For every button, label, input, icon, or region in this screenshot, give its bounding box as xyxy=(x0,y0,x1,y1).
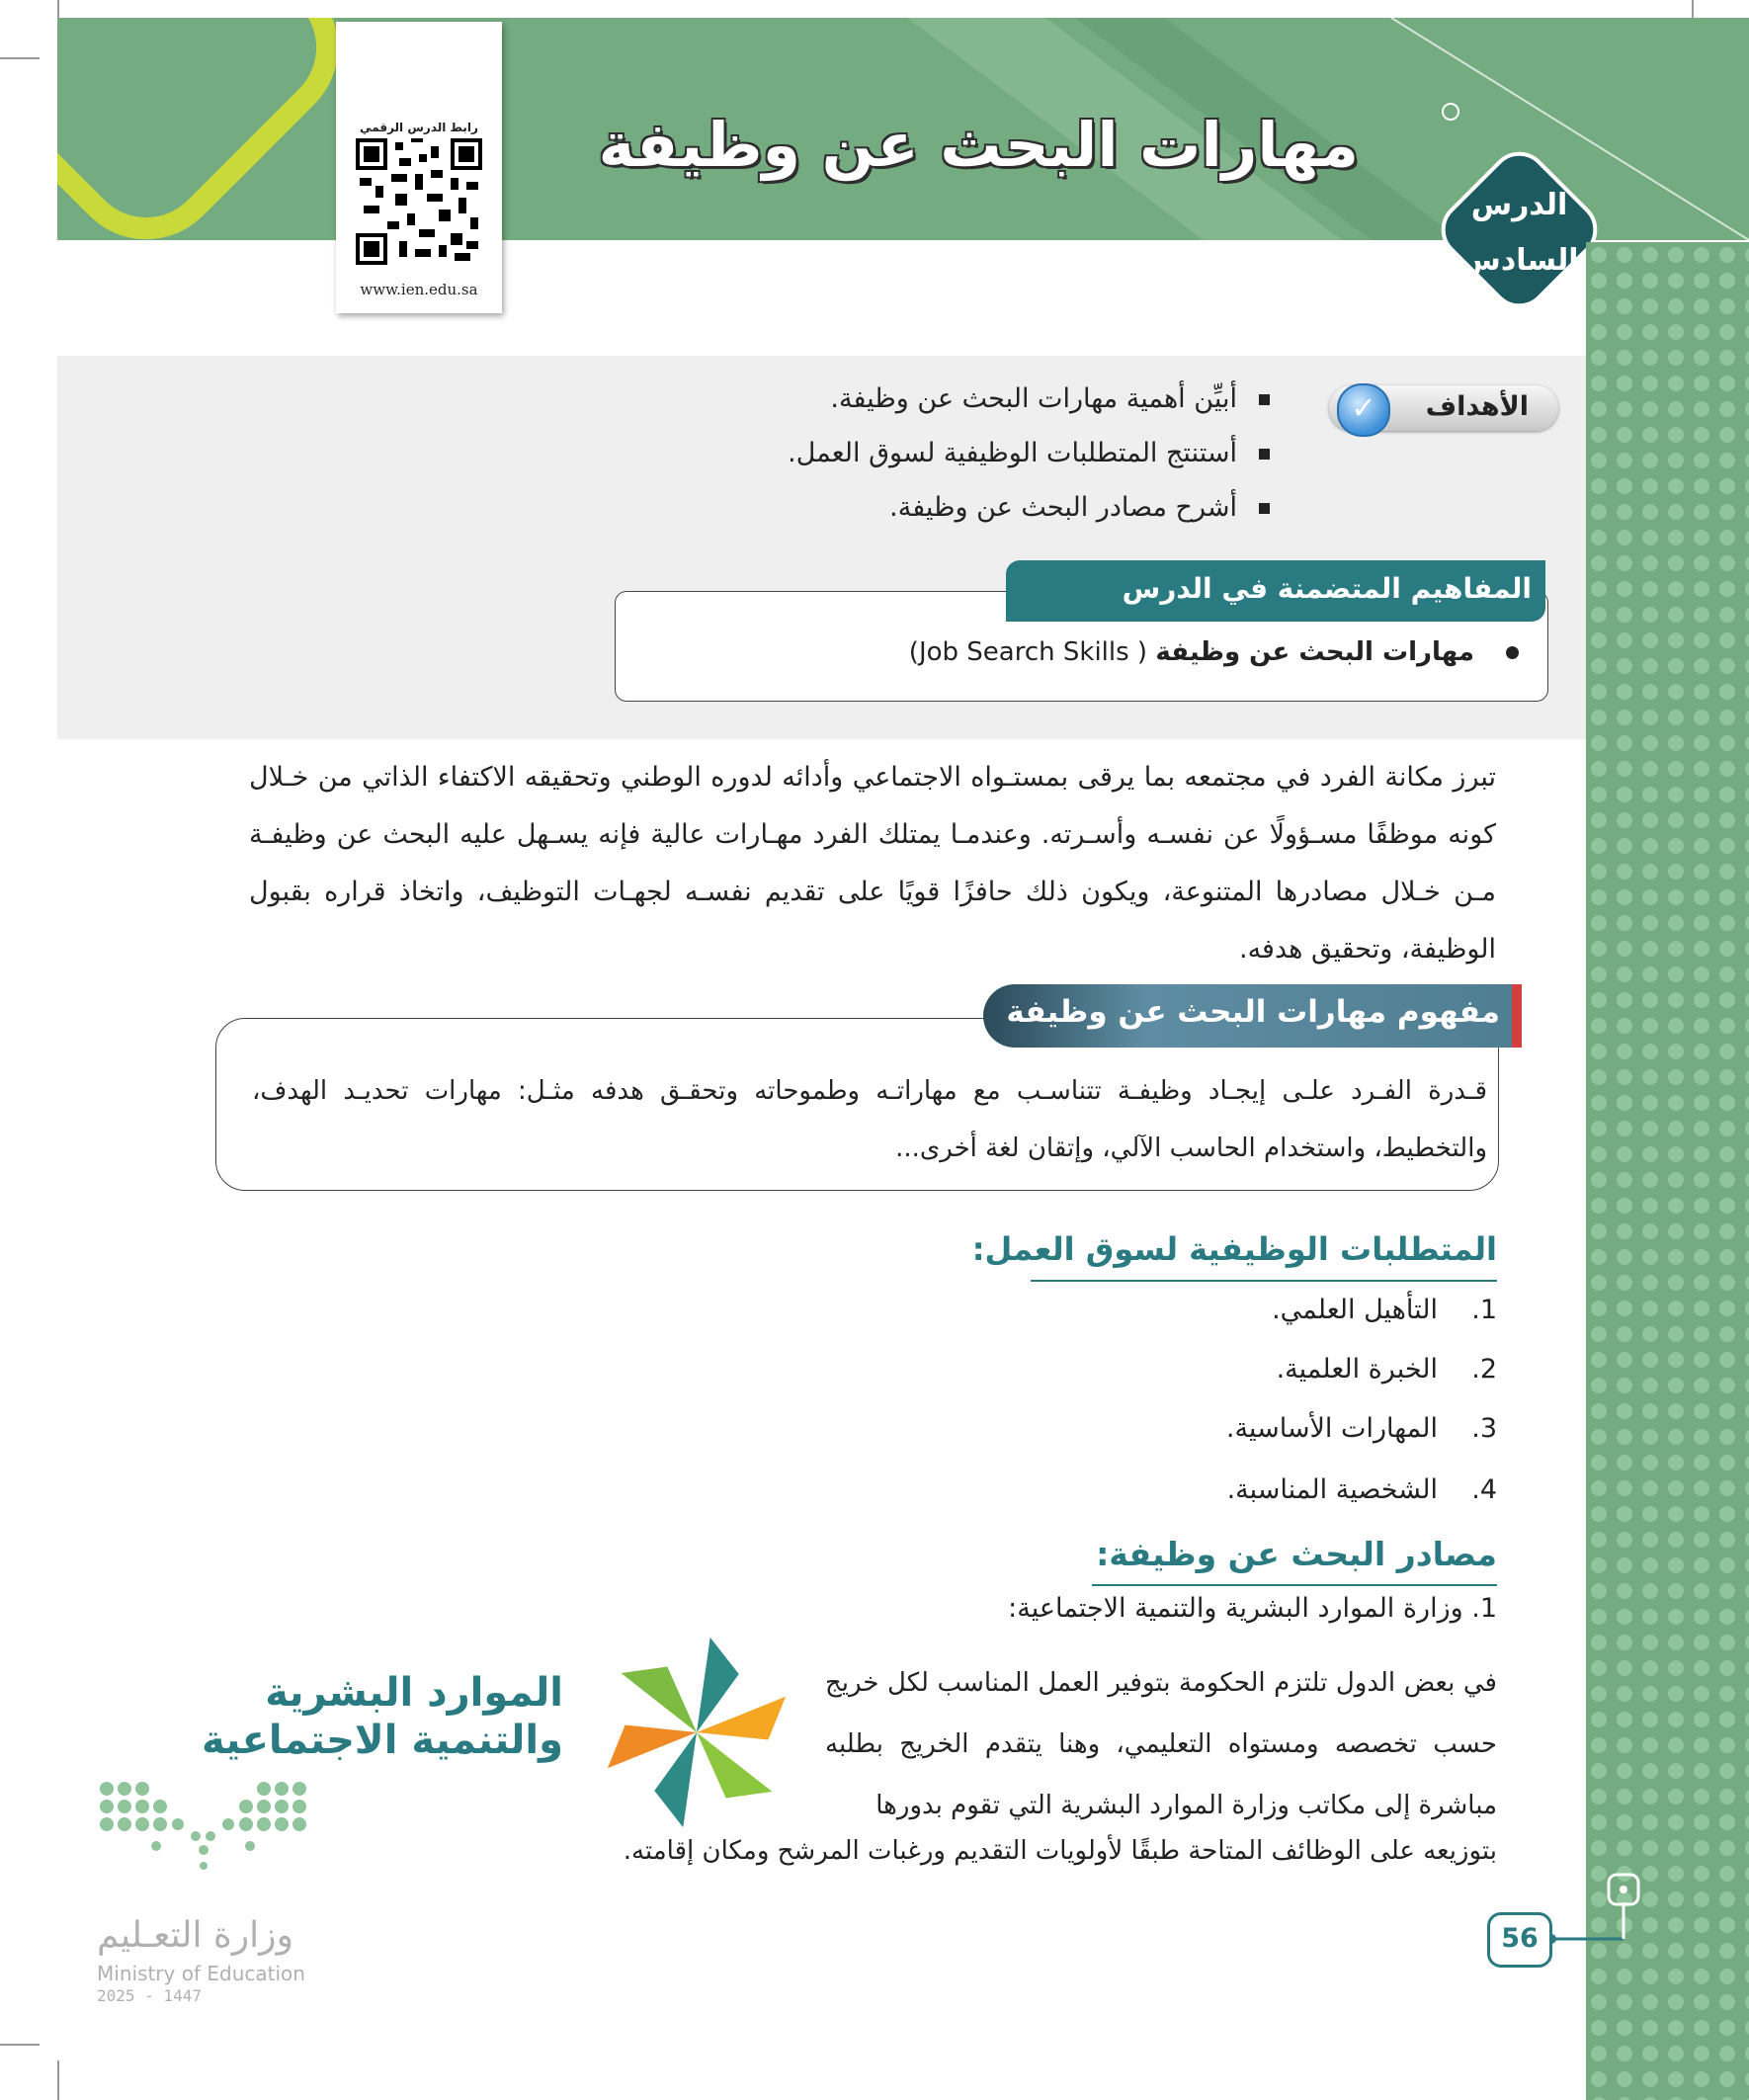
objectives-label-pill xyxy=(1329,385,1558,431)
sources-subheading: 1. وزارة الموارد البشرية والتنمية الاجتماعية: xyxy=(1008,1593,1497,1624)
qr-caption: رابط الدرس الرقمي xyxy=(360,121,478,134)
lesson-number: السادس xyxy=(1459,243,1579,278)
page-number: 56 xyxy=(1501,1923,1539,1954)
crop-mark xyxy=(0,2044,40,2046)
title-underline xyxy=(1031,1280,1497,1282)
bullet-icon xyxy=(1259,503,1270,514)
definition-accent xyxy=(1512,984,1522,1048)
sources-paragraph: في بعض الدول تلتزم الحكومة بتوفير العمل المناسب لكل خريج حسب تخصصه ومستواه التعليمي، وهنا يتقدم الخريج بطلبه مباشرة إلى مكاتب وزارة الموارد البشرية التي تقوم بدورها xyxy=(825,1668,1497,1820)
objectives-label: الأهداف xyxy=(1425,391,1529,422)
hr-ministry-logo-icon xyxy=(593,1629,800,1836)
ministry-name-en: Ministry of Education xyxy=(97,1962,305,1985)
concepts-title: المفاهيم المتضمنة في الدرس xyxy=(1122,572,1532,605)
side-pattern xyxy=(1586,242,1749,2100)
objective-item: أستنتج المتطلبات الوظيفية لسوق العمل. xyxy=(788,438,1270,468)
bullet-icon xyxy=(1259,394,1270,405)
hr-logo-text: الموارد البشرية xyxy=(265,1670,563,1716)
requirement-item: 1.التأهيل العلمي. xyxy=(1272,1295,1497,1325)
crop-mark xyxy=(0,57,40,59)
sources-paragraph-last-line: بتوزيعه على الوظائف المتاحة طبقًا لأولويات التقديم ورغبات المرشح ومكان إقامته. xyxy=(623,1836,1497,1866)
ministry-name-ar: وزارة التعـليم xyxy=(97,1915,293,1956)
definition-text: قـدرة الفـرد علـى إيجـاد وظيفـة تتناسـب مع مهاراتـه وطموحاته وتحقـق هدفه مثـل: مهارات تحديـد الهدف، والتخطيط، واستخدام الحاسب الآلي، وإتقان لغة أخرى... xyxy=(252,1076,1487,1163)
bullet-icon xyxy=(1259,449,1270,460)
requirement-item: 4.الشخصية المناسبة. xyxy=(1226,1474,1497,1505)
page-number-decoration xyxy=(1546,1873,1645,1962)
requirement-item: 2.الخبرة العلمية. xyxy=(1276,1354,1497,1385)
definition-header xyxy=(983,984,1522,1048)
lesson-label: الدرس xyxy=(1470,188,1568,222)
title-underline xyxy=(1092,1584,1497,1586)
qr-code-icon[interactable] xyxy=(356,138,482,265)
requirement-item: 3.المهارات الأساسية. xyxy=(1225,1413,1497,1444)
ministry-year: 2025 - 1447 xyxy=(97,1986,202,2005)
bullet-icon xyxy=(1506,646,1519,659)
page-number-box xyxy=(1487,1912,1552,1968)
requirements-title: المتطلبات الوظيفية لسوق العمل: xyxy=(971,1230,1497,1268)
sources-title: مصادر البحث عن وظيفة: xyxy=(1096,1535,1497,1573)
lesson-title: مهارات البحث عن وظيفة xyxy=(598,109,1359,181)
objective-item: أشرح مصادر البحث عن وظيفة. xyxy=(889,492,1270,523)
objective-item: أبيِّن أهمية مهارات البحث عن وظيفة. xyxy=(830,383,1270,414)
definition-title: مفهوم مهارات البحث عن وظيفة xyxy=(1006,994,1500,1030)
crop-mark xyxy=(57,2060,59,2100)
intro-paragraph: تبرز مكانة الفرد في مجتمعه بما يرقى بمستـواه الاجتماعي وأدائه لدوره الوطني وتحقيقه الاكتفاء الذاتي من خـلال كونه موظفًا مسـؤولًا عن نفسـه وأسـرته. وعندمـا يمتلك الفرد مهـارات عالية فإنه يسـهل عليه البحث عن وظيفـة مـن خـلال مصادرها المتنوعة، ويكون ذلك حافزًا قويًا على تقديم نفسـه لجهـات التوظيف، واتخاذ قراره بقبول الوظيفة، وتحقيق هدفه. xyxy=(249,762,1496,965)
qr-url[interactable]: www.ien.edu.sa xyxy=(360,281,478,298)
qr-card[interactable] xyxy=(336,22,502,313)
check-icon: ✓ xyxy=(1337,383,1390,437)
hr-logo-text: والتنمية الاجتماعية xyxy=(202,1718,563,1763)
concepts-header xyxy=(1006,560,1545,622)
ministry-logo-icon xyxy=(97,1779,309,1897)
concept-item: مهارات البحث عن وظيفة ( Job Search Skills) xyxy=(909,637,1519,667)
